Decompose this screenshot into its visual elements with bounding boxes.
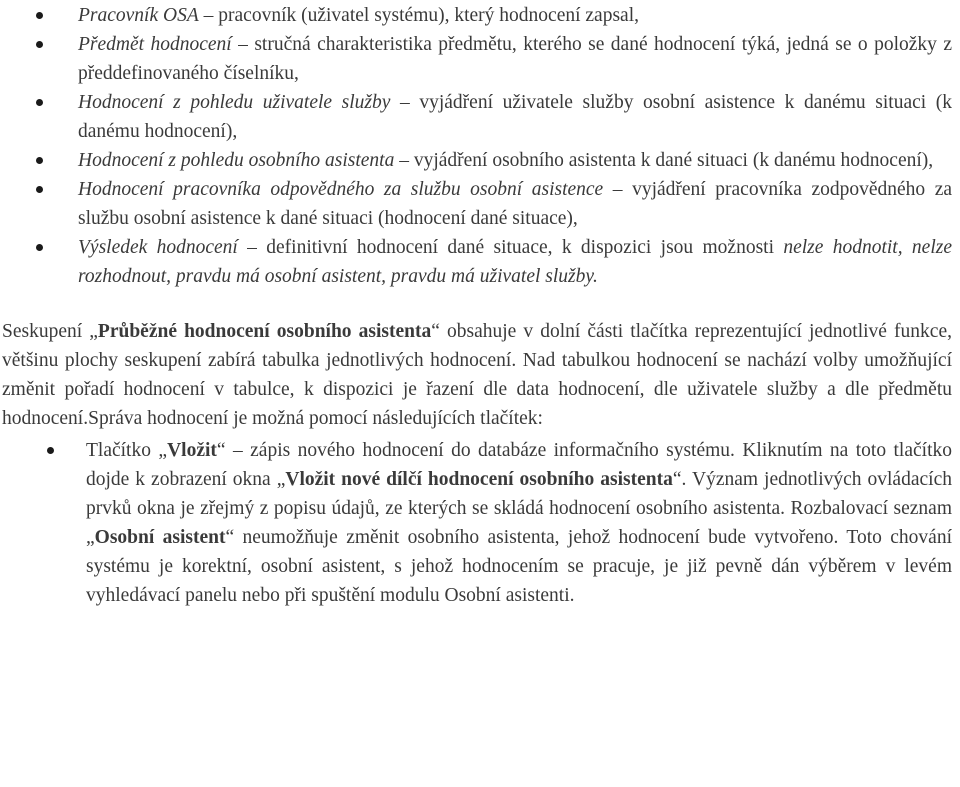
list-item: Hodnocení pracovníka odpovědného za službu osobní asistence – vyjádření pracovníka zodpovědného za službu osobní asistence k dané situaci (hodnocení dané situace), — [0, 175, 952, 233]
list-item: Hodnocení z pohledu osobního asistenta – vyjádření osobního asistenta k dané situaci (k danému hodnocení), — [0, 146, 952, 175]
list-item: Výsledek hodnocení – definitivní hodnocení dané situace, k dispozici jsou možnosti nelze hodnotit, nelze rozhodnout, pravdu má osobní asistent, pravdu má uživatel služby. — [0, 233, 952, 291]
list-item: Hodnocení z pohledu uživatele služby – vyjádření uživatele služby osobní asistence k danému situaci (k danému hodnocení), — [0, 88, 952, 146]
dropdown-name: Osobní asistent — [94, 527, 226, 548]
field-term: Výsledek hodnocení — [78, 237, 238, 258]
field-term: Hodnocení z pohledu uživatele služby — [78, 92, 391, 113]
list-item: Tlačítko „Vložit“ – zápis nového hodnocení do databáze informačního systému. Kliknutím na toto tlačítko dojde k zobrazení okna „Vložit nové dílčí hodnocení osobního asistenta“. Význam jednotlivých ovládacích prvků okna je zřejmý z popisu údajů, ze kterých se skládá hodnocení osobního asistenta. Rozbalovací seznam „Osobní asistent“ neumožňuje změnit osobního asistenta, jehož hodnocení bude vytvořeno. Toto chování systému je korektní, osobní asistent, s jehož hodnocením se pracuje, je již pevně dán výběrem v levém vyhledávací panelu nebo při spuštění modulu Osobní asistenti. — [0, 436, 952, 610]
bullet-icon — [36, 12, 43, 19]
field-term: Hodnocení z pohledu osobního asistenta — [78, 150, 395, 171]
field-description: vyjádření uživatele služby osobní asistence k danému situaci (k danému hodnocení), — [78, 92, 953, 142]
bullet-icon — [47, 447, 54, 454]
bullet-icon — [36, 186, 43, 193]
bullet-icon — [36, 41, 43, 48]
list-item: Pracovník OSA – pracovník (uživatel systému), který hodnocení zapsal, — [0, 1, 952, 30]
field-description: definitivní hodnocení dané situace, k dispozici jsou možnosti — [266, 237, 784, 258]
bullet-icon — [36, 157, 43, 164]
button-description-list — [0, 433, 960, 610]
section-name: Průběžné hodnocení osobního asistenta — [97, 321, 432, 342]
field-description: vyjádření osobního asistenta k dané situaci (k danému hodnocení), — [413, 150, 934, 171]
field-term: Hodnocení pracovníka odpovědného za službu osobní asistence — [78, 179, 604, 200]
window-name: Vložit nové dílčí hodnocení osobního asistenta — [285, 469, 673, 490]
section-paragraph: Seskupení „Průběžné hodnocení osobního asistenta“ obsahuje v dolní části tlačítka reprezentující jednotlivé funkce, většinu plochy seskupení zabírá tabulka jednotlivých hodnocení. Nad tabulkou hodnocení se nachází volby umožňující změnit pořadí hodnocení v tabulce, k dispozici je řazení dle data hodnocení, dle uživatele služby a dle předmětu hodnocení.Správa hodnocení je možná pomocí následujících tlačítek: — [2, 321, 952, 429]
field-description: vyjádření pracovníka zodpovědného za službu osobní asistence k dané situaci (hodnocení dané situace), — [78, 179, 953, 229]
field-term: Pracovník OSA — [78, 5, 199, 26]
button-name: Vložit — [167, 440, 217, 461]
bullet-icon — [36, 99, 43, 106]
field-description: pracovník (uživatel systému), který hodnocení zapsal, — [218, 5, 640, 26]
list-item: Předmět hodnocení – stručná charakteristika předmětu, kterého se dané hodnocení týká, jedná se o položky z předdefinovaného číselníku, — [0, 30, 952, 88]
bullet-icon — [36, 244, 43, 251]
field-description: stručná charakteristika předmětu, kterého se dané hodnocení týká, jedná se o položky z předdefinovaného číselníku, — [78, 34, 953, 84]
field-description-list — [0, 0, 960, 291]
field-term: Předmět hodnocení — [78, 34, 232, 55]
field-options: nelze hodnotit, nelze rozhodnout, pravdu má osobní asistent, pravdu má uživatel služby. — [78, 237, 952, 287]
